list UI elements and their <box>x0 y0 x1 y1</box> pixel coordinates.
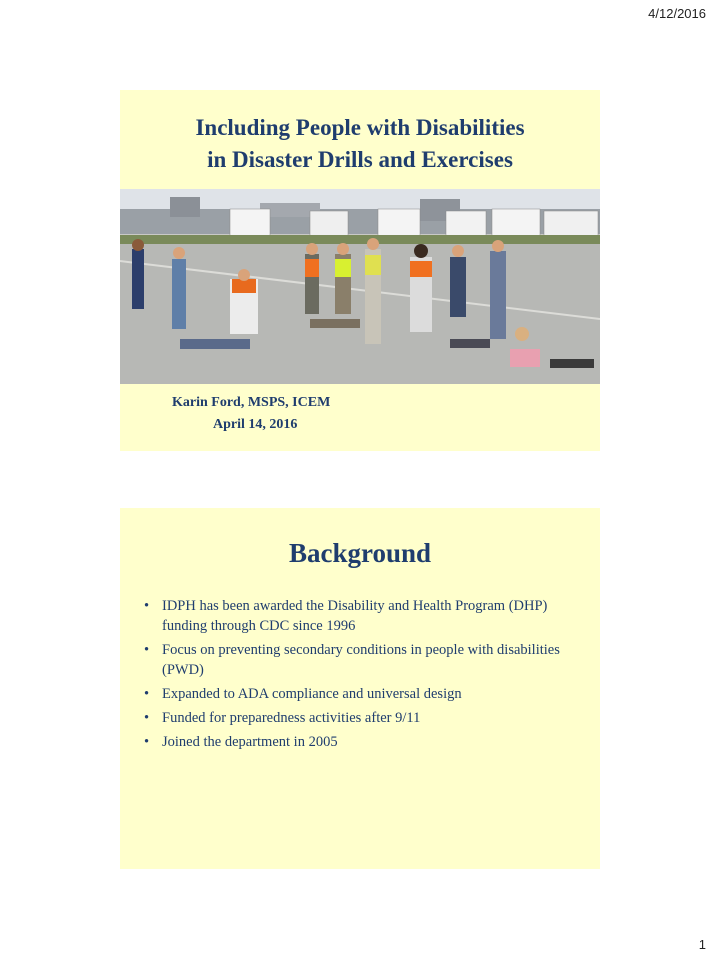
bullet-text: IDPH has been awarded the Disability and Health Program (DHP) funding through CDC since 1996 <box>162 598 548 634</box>
bullet-dot: • <box>144 734 150 750</box>
bullet-item <box>144 708 584 728</box>
bullet-text: Joined the department in 2005 <box>162 734 338 750</box>
bullet-dot: • <box>144 598 150 614</box>
bullet-text: Expanded to ADA compliance and universal design <box>162 686 462 702</box>
bullet-text: Focus on preventing secondary conditions in people with disabilities (PWD) <box>162 642 560 678</box>
bullet-dot: • <box>144 686 150 702</box>
header-date: 4/12/2016 <box>648 6 706 21</box>
slide-2-title: Background <box>288 538 432 568</box>
bullet-item <box>144 640 584 680</box>
bullet-dot: • <box>144 710 150 726</box>
slide-1-title-line-1: Including People with Disabilities <box>195 115 525 140</box>
slide-2 <box>120 508 600 869</box>
bullet-dot: • <box>144 642 150 658</box>
author-name: Karin Ford, MSPS, ICEM <box>172 395 331 410</box>
presentation-date: April 14, 2016 <box>213 417 298 432</box>
bullet-item <box>144 596 584 636</box>
bullet-item <box>144 684 584 704</box>
bullet-text: Funded for preparedness activities after 9/11 <box>162 710 421 726</box>
page-number: 1 <box>698 937 706 952</box>
bullet-item <box>144 732 584 752</box>
slide-1-title-line-2: in Disaster Drills and Exercises <box>207 147 513 172</box>
slide-1 <box>120 90 600 451</box>
drill-photo-illustration <box>120 189 600 384</box>
drill-photo <box>120 189 600 384</box>
background-bullet-list <box>144 596 584 756</box>
slide-1-title <box>120 112 600 176</box>
